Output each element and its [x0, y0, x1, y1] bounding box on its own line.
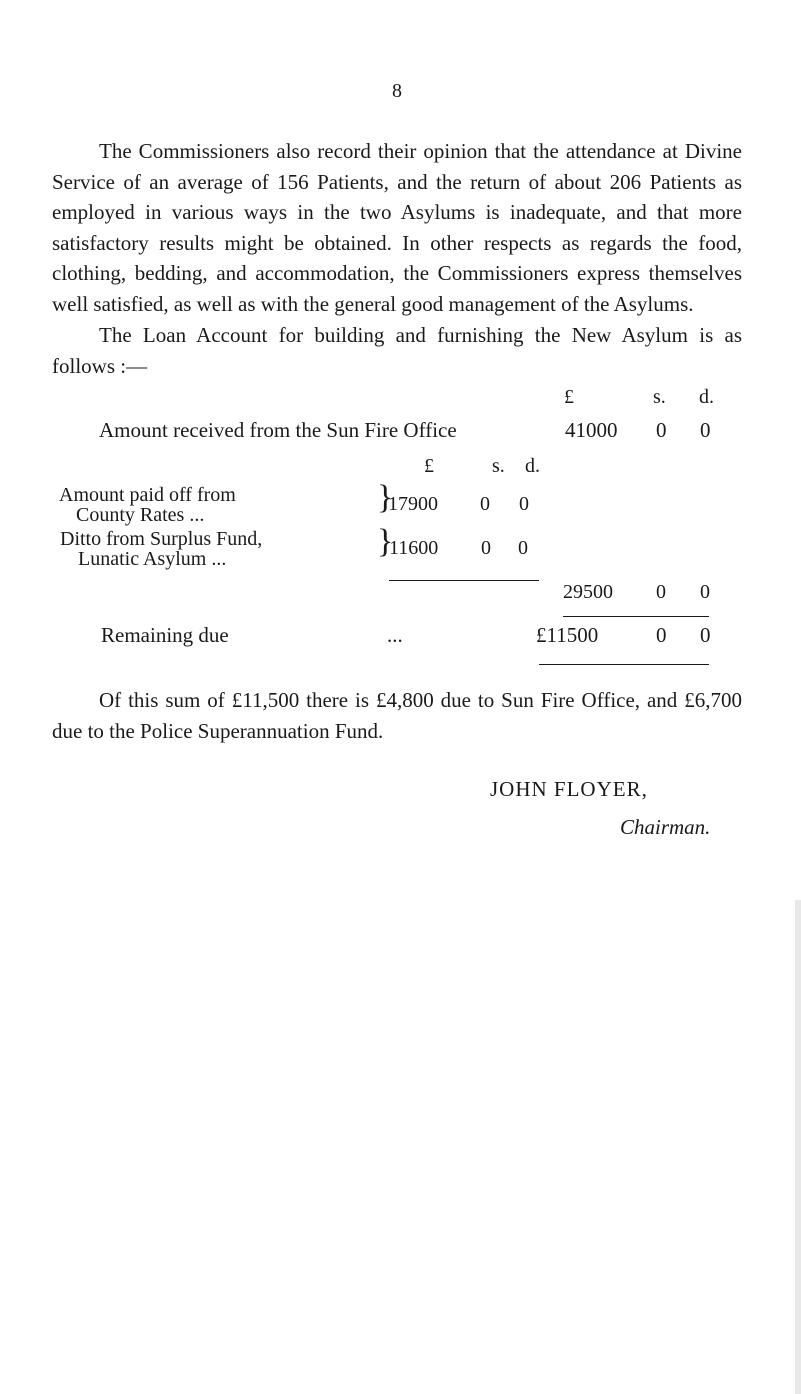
remaining-top-rule — [563, 616, 709, 617]
signature-name: JOHN FLOYER, — [490, 777, 648, 801]
paid-rates-line2: County Rates ... — [76, 504, 205, 526]
brace-icon: } — [377, 523, 394, 560]
surplus-fund-line2: Lunatic Asylum ... — [78, 548, 227, 570]
remaining-dots: ... — [387, 623, 403, 647]
surplus-fund-shillings: 0 — [481, 537, 491, 559]
remaining-bottom-rule — [539, 664, 709, 665]
subtotal-pence: 0 — [700, 581, 710, 603]
page-edge-shadow — [795, 900, 801, 1394]
paid-rates-pence: 0 — [519, 493, 529, 515]
header-shillings: s. — [653, 386, 666, 408]
remaining-pence: 0 — [700, 623, 711, 647]
surplus-fund-line1: Ditto from Surplus Fund, — [60, 528, 263, 550]
inner-header-pence: d. — [525, 455, 540, 477]
subtotal-rule — [389, 580, 539, 581]
brace-icon: } — [377, 479, 394, 516]
remaining-shillings: 0 — [656, 623, 667, 647]
received-pence: 0 — [700, 418, 711, 442]
header-pence: d. — [699, 386, 714, 408]
signature-title: Chairman. — [620, 815, 711, 839]
remaining-label: Remaining due — [101, 623, 229, 647]
received-label: Amount received from the Sun Fire Office — [99, 418, 457, 442]
subtotal-shillings: 0 — [656, 581, 666, 603]
inner-header-shillings: s. — [492, 455, 505, 477]
paragraph-loan-account-intro: The Loan Account for building and furnishing the New Asylum is as follows :— — [52, 323, 742, 378]
paid-rates-line1: Amount paid off from — [59, 484, 236, 506]
surplus-fund-pounds: 11600 — [389, 537, 439, 559]
page-number: 8 — [392, 80, 402, 102]
paragraph-sum-breakdown: Of this sum of £11,500 there is £4,800 due to Sun Fire Office, and £6,700 due to the Police Superannuation Fund. — [52, 688, 742, 743]
inner-header-pounds: £ — [424, 455, 434, 477]
subtotal-pounds: 29500 — [563, 581, 613, 603]
surplus-fund-pence: 0 — [518, 537, 528, 559]
remaining-pounds: £11500 — [536, 623, 599, 647]
received-shillings: 0 — [656, 418, 667, 442]
paid-rates-pounds: 17900 — [388, 493, 438, 515]
header-pounds: £ — [564, 386, 574, 408]
paragraph-commissioners-opinion: The Commissioners also record their opinion that the attendance at Divine Service of an average of 156 Patients, and the return of about 206 Patients as employed in various ways in the two Asylums is inadequate, and that more satisfactory results might be obtained. In other respects as regards the food, clothing, bedding, and accommodation, the Commissioners express themselves well satisfied, as well as with the general good management of the Asylums. — [52, 139, 742, 316]
received-pounds: 41000 — [565, 418, 618, 442]
paid-rates-shillings: 0 — [480, 493, 490, 515]
